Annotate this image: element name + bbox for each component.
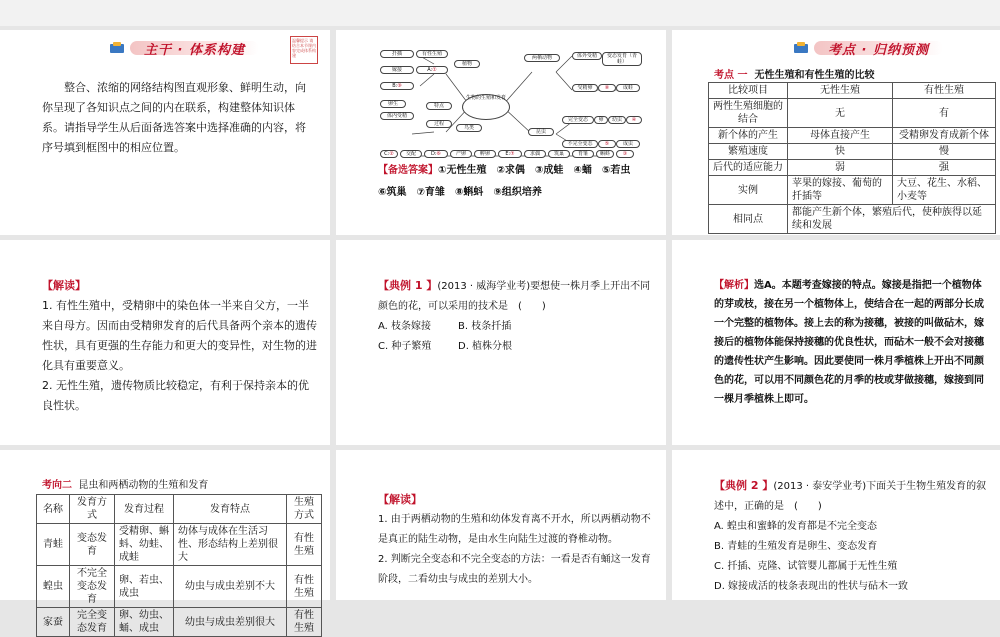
answer-label: 【备选答案】 [378,165,438,176]
banner-title: 考点 · 归纳预测 [828,42,929,58]
node-b: B:⑨ [380,82,414,90]
node-mate: 交配 [400,150,422,158]
interpretation-p1: 1. 由于两栖动物的生殖和幼体发育离不开水，所以两栖动物不是真正的陆生动物，是由水生向陆生过渡的脊椎动物。 [378,514,651,545]
interpretation-p2: 2. 判断完全变态和不完全变态的方法：一看是否有蛹这一发育阶段，二看幼虫与成虫的差别大小。 [378,554,651,585]
slide-interpretation-1[interactable] [0,240,330,445]
book-icon [794,42,808,54]
node-egg2: 卵 [594,116,608,124]
example-label: 【典例 2 】 [714,479,774,492]
slide-comparison[interactable] [672,30,1000,235]
node-n8: ⑧ [598,84,616,92]
table-row: 青蛙 变态发育 受精卵、蝌蚪、幼蛙、成蛙 幼体与成体在生活习性、形态结构上差别很大 有性生殖 [37,524,322,566]
node-internal: 体内受精 [380,112,414,120]
slide-concept-map[interactable] [336,30,666,235]
node-fert-egg: 受精卵 [572,84,598,92]
answers-line2: ⑥筑巢 ⑦育雏 ⑧蝌蚪 ⑨组织培养 [378,187,542,198]
interpretation-p1: 1. 有性生殖中，受精卵中的染色体一半来自父方，一半来自母方。因而由受精卵发育的后代具备两个亲本的遗传性状，具有更强的生存能力和更大的变异性，对生物的进化具有重要意义。 [42,299,317,372]
table-header: 比较项目 无性生殖 有性生殖 [709,83,996,99]
node-a: A:① [416,66,448,74]
option-b[interactable]: B. 枝条扦插 [458,321,512,332]
node-egg: 卵生 [380,100,406,108]
node-insect: 昆虫 [528,128,554,136]
table-row: 新个体的产生 母体直接产生 受精卵发育成新个体 [709,128,996,144]
node-incomplete: 不完全变态 [562,140,598,148]
option-d[interactable]: D. 嫁接成活的枝条表现出的性状与砧木一致 [714,581,909,592]
node-frog: 成蛙 [616,84,640,92]
center-node: 生物的生殖和发育 [462,94,510,120]
node-n4: ④ [626,116,642,124]
slide-interpretation-2[interactable] [336,450,666,600]
node-amphibian: 两栖动物 [524,54,560,62]
analysis-label: 【解析】 [714,280,754,291]
node-features: 特点 [426,102,452,110]
analysis-block [714,276,986,409]
table-row: 两性生殖细胞的结合 无 有 [709,99,996,128]
option-b[interactable]: B. 青蛙的生殖发育是卵生、变态发育 [714,541,878,552]
node-d: D:⑥ [424,150,448,158]
node-lay: 产卵 [450,150,472,158]
comparison-table [708,82,996,234]
answers-line1: ①无性生殖 ②求偶 ③成蛙 ④蛹 ⑤若虫 [438,165,631,176]
node-bird: 鸟类 [456,124,482,132]
node-courtship: 求偶 [524,150,546,158]
node-e: E:⑦ [498,150,522,158]
interpretation-block [42,276,318,416]
slide-example-1[interactable] [336,240,666,445]
option-a[interactable]: A. 蝗虫和蜜蜂的发育都是不完全变态 [714,521,878,532]
table-row: 蝗虫 不完全变态发育 卵、若虫、成虫 幼虫与成虫差别不大 有性生殖 [37,566,322,608]
table-row: 实例 苹果的嫁接、葡萄的扦插等 大豆、花生、水稻、小麦等 [709,176,996,205]
example-question: 下面关于生物生殖发育的叙述中，正确的是 ( ) [714,481,987,512]
node-n3: ③ [616,150,634,158]
node-adult: 成虫 [616,140,640,148]
example-question: 要想使一株月季上开出不同颜色的花，可以采用的技术是 ( ) [378,281,651,312]
table-header: 名称 发育方式 发育过程 发育特点 生殖方式 [37,495,322,524]
interpretation-label: 【解读】 [42,279,86,292]
node-process: 过程 [426,120,452,128]
book-icon [110,42,124,54]
option-d[interactable]: D. 植株分根 [458,341,513,352]
table-row: 相同点 都能产生新个体，繁殖后代，使种族得以延续和发展 [709,205,996,234]
banner-title: 主干 · 体系构建 [144,42,245,58]
interpretation-p2: 2. 无性生殖，遗传物质比较稳定，有利于保持亲本的优良性状。 [42,379,309,412]
node-tadpole: 蝌蚪 [596,150,614,158]
concept-map [376,44,638,164]
slide-insect-amphibian[interactable] [0,450,330,634]
slide-example-2[interactable] [672,450,1000,600]
option-c[interactable]: C. 种子繁殖 [378,341,432,352]
example-source: (2013 · 泰安学业考) [773,481,867,492]
table-row: 后代的适应能力 弱 强 [709,160,996,176]
top-strip [0,0,1000,26]
node-meta: 变态发育（青蛙） [602,52,642,66]
note-box: 温馨提示 请结合本节课内容完成体系构建 [290,36,318,64]
node-external: 体外受精 [572,52,602,60]
option-a[interactable]: A. 枝条嫁接 [378,321,432,332]
option-c[interactable]: C. 扦插、克隆、试管婴儿都属于无性生殖 [714,561,898,572]
example-source: (2013 · 威海学业考) [437,281,531,292]
table-row: 家蚕 完全变态发育 卵、幼虫、蛹、成虫 幼虫与成虫差别很大 有性生殖 [37,608,322,637]
node-complete: 完全变态 [562,116,594,124]
node-sex: 有性生殖 [416,50,448,58]
intro-paragraph: 整合、浓缩的网络结构图直观形象、鲜明生动，向你呈现了各知识点之间的内在联系，构建整体知识体系。请指导学生从后面备选答案中选择准确的内容，将序号填到框图中的相应位置。 [42,81,306,154]
table-row: 繁殖速度 快 慢 [709,144,996,160]
node-larva: 幼虫 [608,116,626,124]
development-table [36,494,322,637]
example-label: 【典例 1 】 [378,279,438,292]
node-plant: 植物 [454,60,480,68]
node-raise: 育雏 [572,150,594,158]
node-c: C:② [380,150,398,158]
answer-block [378,160,648,204]
node-nest: 筑巢 [548,150,570,158]
section-heading: 考向二 昆虫和两栖动物的生殖和发育 [42,480,209,491]
node-cutting: 扦插 [380,50,414,58]
banner [794,38,943,58]
node-graft: 嫁接 [380,66,414,74]
node-incubate: 孵卵 [474,150,496,158]
node-n5: ⑤ [598,140,616,148]
example-block [378,276,654,357]
slide-analysis-1[interactable] [672,240,1000,445]
interpretation-label: 【解读】 [378,493,422,506]
example-block [714,476,988,597]
interpretation-block [378,490,654,590]
banner [110,38,259,58]
slide-structure[interactable] [0,30,330,235]
analysis-text: 选A。本题考查嫁接的特点。嫁接是指把一个植物体的芽或枝，接在另一个植物体上，使结合在一起的两部分长成一个完整的植物体。接上去的称为接穗，被接的叫做砧木，嫁接后的植物体能保持接穗的优良性状，而砧木一般不会对接穗的遗传性状产生影响。因此要使同一株月季植株上开出不同颜色的花，可以用不同颜色花的月季的枝或芽做接穗，嫁接到同一棵月季植株上即可。 [714,280,984,405]
section-heading: 考点 一 无性生殖和有性生殖的比较 [714,70,875,81]
